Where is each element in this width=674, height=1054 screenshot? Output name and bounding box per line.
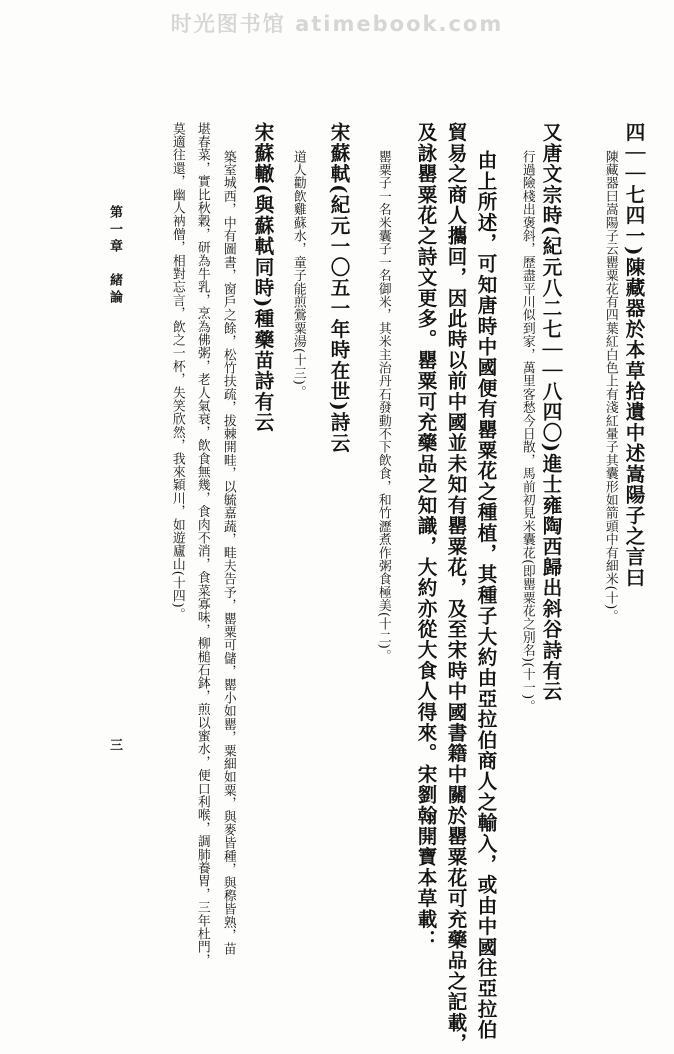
text-column-2: 陳藏器曰嵩陽子云罌粟花有四葉紅白色上有淺紅暈子其囊形如箭頭中有細米(十)。: [602, 150, 618, 623]
text-column-13: 堪春菜，實比秋穀，研為牛乳，烹為佛粥，老人氣衰，飲食無幾，食肉不消，食菜寡味，柳槌石鉢，煎以蜜水，便口利喉，調肺養胃，三年杜門，: [194, 122, 210, 967]
text-column-5: 由上所述，可知唐時中國便有罌粟花之種植，其種子大約由亞拉伯商人之輸入，或由中國往亞拉伯: [474, 150, 498, 1041]
text-column-6: 貿易之商人攜回，因此時以前中國並未知有罌粟花，及至宋時中國書籍中關於罌粟花可充藥品之記載，: [444, 122, 468, 1054]
text-column-10: 道人勸飲雞蘇水，童子能煎鶯粟湯(十三)。: [290, 150, 306, 399]
text-column-8: 罌粟子一名米囊子一名御米，其米主治丹石發動不下飲食，和竹瀝煮作粥食極美(十二)。: [375, 150, 391, 663]
chapter-heading: 第一章 緒論: [107, 205, 122, 307]
text-column-7: 及詠罌粟花之詩文更多。罌粟可充藥品之知識，大約亦從大食人得來。宋劉翰開寶本草載：: [414, 122, 438, 950]
text-column-11: 宋蘇轍(與蘇軾同時)種藥苗詩有云: [251, 122, 275, 433]
watermark-text: 时光图书馆 atimebook.com: [170, 12, 504, 36]
text-column-4: 行過險棧出褒斜，歷盡平川似到家，萬里客愁今日散，馬前初見米囊花(即罌粟花之別名)(十一)。: [519, 150, 535, 713]
text-column-3: 又唐文宗時(紀元八二七｜｜八四〇)進士雍陶西歸出斜谷詩有云: [539, 122, 563, 702]
text-column-12: 築室城西，中有圖書，窗戶之餘，松竹扶疏，拔棘開畦，以毓嘉蔬，畦夫告予，罌粟可儲，罌小如罌，粟細如粟，與麥皆種，與穄皆熟，苗: [220, 150, 236, 956]
text-column-14: 莫適往還，幽人衲僧，相對忘言，飲之一杯，失笑欣然，我來穎川，如遊廬山(十四)。: [169, 122, 185, 622]
text-column-9: 宋蘇軾(紀元一〇五一年時在世)詩云: [327, 122, 351, 454]
text-column-1: 四｜｜七四一)陳藏器於本草拾遺中述嵩陽子之言曰: [622, 122, 646, 588]
page-number: 三: [107, 738, 122, 755]
